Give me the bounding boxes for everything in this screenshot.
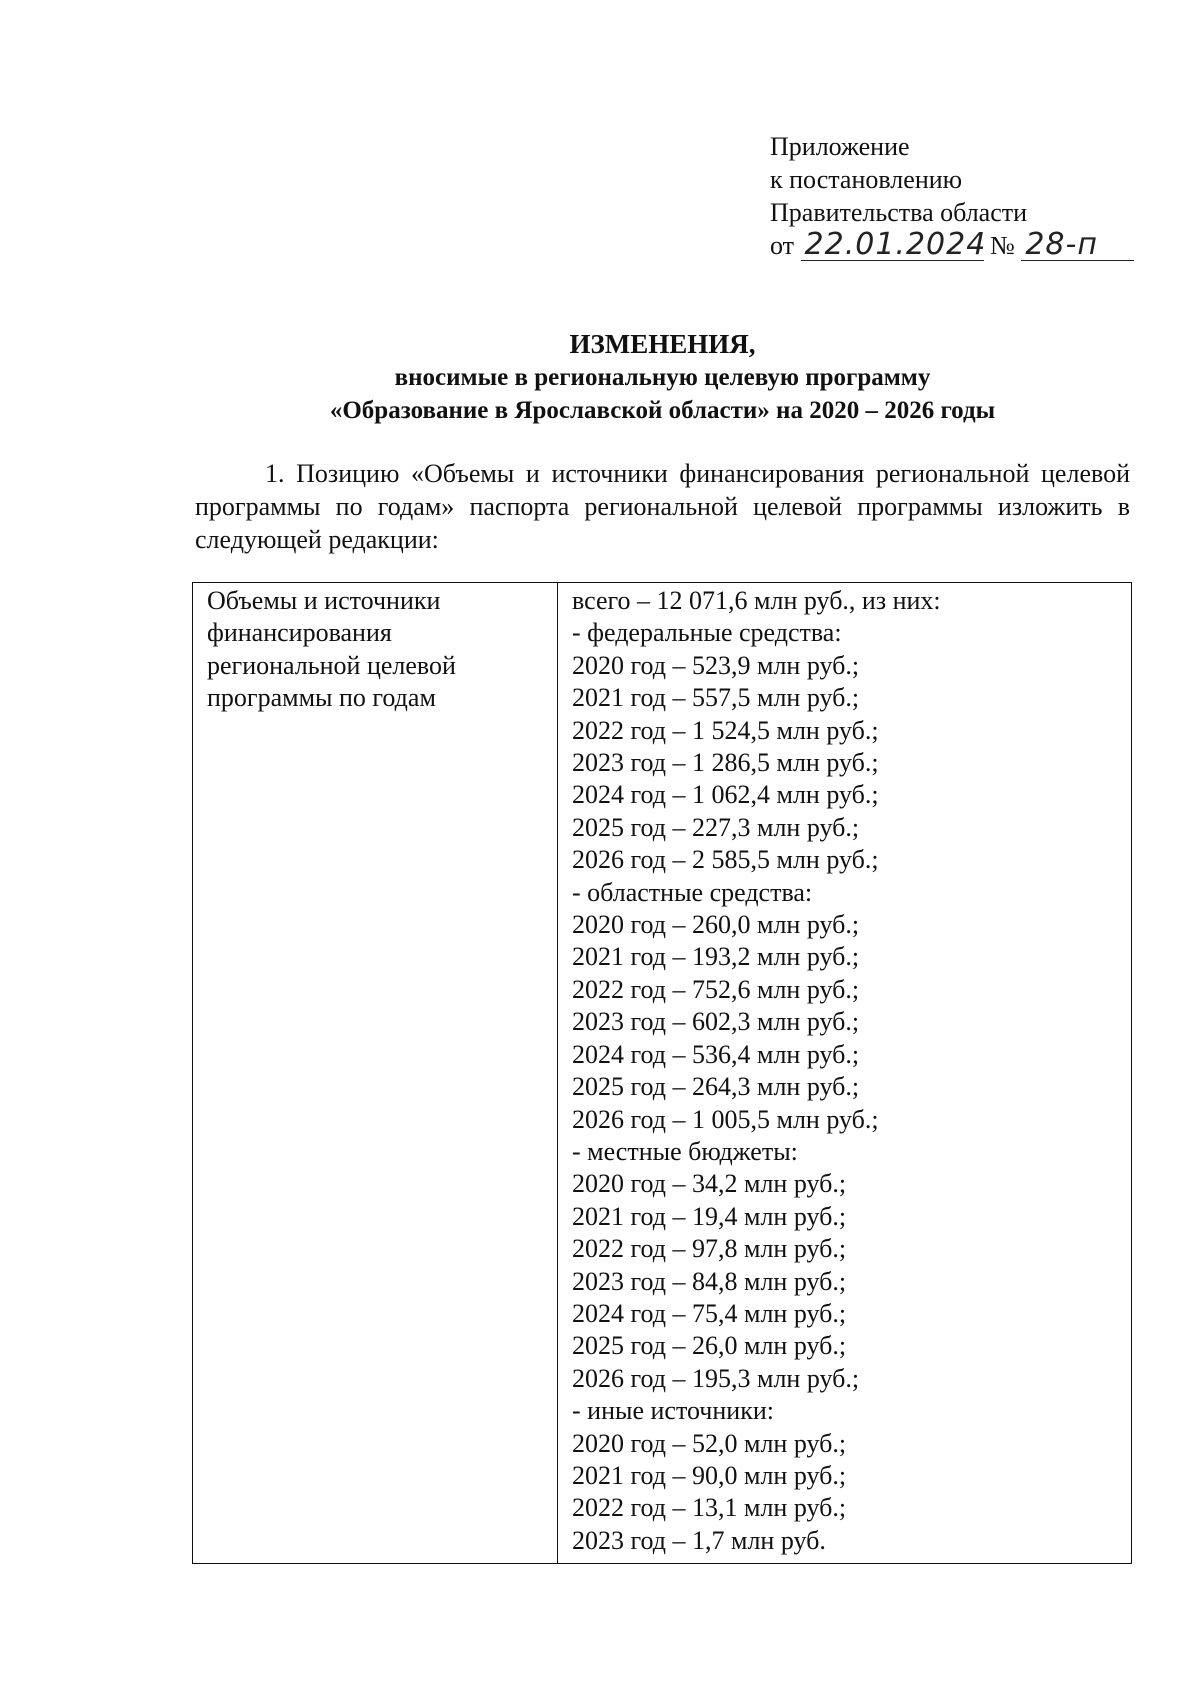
table-value-line: 2021 год – 19,4 млн руб.; [572,1201,847,1231]
approval-block [770,130,1134,262]
table-value-line: 2023 год – 602,3 млн руб.; [572,1007,860,1037]
number-prefix: № [990,231,1015,260]
approval-line-3: Правительства области [770,198,1028,227]
table-value-line: всего – 12 071,6 млн руб., из них: [572,586,941,615]
table-value-line: 2025 год – 264,3 млн руб.; [572,1072,860,1102]
table-value-line: 2023 год – 1,7 млн руб. [572,1525,826,1555]
table-value-line: 2024 год – 1 062,4 млн руб.; [572,780,879,810]
table-value-line: 2026 год – 1 005,5 млн руб.; [572,1104,879,1134]
table-value-line: 2021 год – 193,2 млн руб.; [572,942,860,972]
table-row [193,583,1132,1564]
handwritten-date: 22.01.2024 [801,230,984,261]
handwritten-number: 28-п [1021,230,1134,261]
table-value-line: 2020 год – 52,0 млн руб.; [572,1428,847,1458]
table-value-line: 2025 год – 26,0 млн руб.; [572,1331,847,1361]
date-prefix: от [770,231,795,260]
intro-paragraph: 1. Позицию «Объемы и источники финансирования региональной целевой программы по годам» паспорта региональной целевой программы изложить в следующей редакции: [195,459,1130,554]
heading-subtitle-1: вносимые в региональную целевую программу [394,364,931,391]
heading-subtitle-2: «Образование в Ярославской области» на 2020 – 2026 годы [329,397,996,424]
document-heading [195,328,1130,427]
table-value-line: - федеральные средства: [572,618,842,648]
table-value-line: 2024 год – 536,4 млн руб.; [572,1039,860,1069]
table-value-line: 2022 год – 1 524,5 млн руб.; [572,715,879,745]
table-value-line: 2026 год – 2 585,5 млн руб.; [572,845,879,875]
table-value-line: 2023 год – 1 286,5 млн руб.; [572,748,879,778]
table-value-line: 2020 год – 260,0 млн руб.; [572,910,860,940]
table-value-line: 2024 год – 75,4 млн руб.; [572,1298,847,1328]
approval-line-1: Приложение [770,132,910,161]
table-value-line: 2023 год – 84,8 млн руб.; [572,1266,847,1296]
table-label-line: программы по годам [207,683,436,713]
table-value-line: - областные средства: [572,877,813,907]
table-value-line: 2021 год – 557,5 млн руб.; [572,683,860,713]
table-value-line: 2022 год – 97,8 млн руб.; [572,1234,847,1264]
heading-title: ИЗМЕНЕНИЯ, [569,329,756,359]
table-value-line: - иные источники: [572,1396,774,1426]
table-label-line: Объемы и источники [207,586,441,615]
table-label-line: региональной целевой [207,650,456,680]
table-value-line: 2022 год – 13,1 млн руб.; [572,1493,847,1523]
table-value-line: - местные бюджеты: [572,1136,798,1166]
table-value-line: 2020 год – 34,2 млн руб.; [572,1169,847,1199]
table-value-line: 2025 год – 227,3 млн руб.; [572,812,860,842]
approval-line-2: к постановлению [770,165,963,194]
approval-date-line [770,229,1134,262]
table-value-line: 2021 год – 90,0 млн руб.; [572,1460,847,1490]
table-cell-values [558,583,1132,1564]
table-value-line: 2022 год – 752,6 млн руб.; [572,974,860,1004]
table-value-line: 2026 год – 195,3 млн руб.; [572,1363,860,1393]
table-label-line: финансирования [207,618,392,648]
table-value-line: 2020 год – 523,9 млн руб.; [572,650,860,680]
financing-table [192,582,1132,1564]
table-cell-label [193,583,558,1564]
